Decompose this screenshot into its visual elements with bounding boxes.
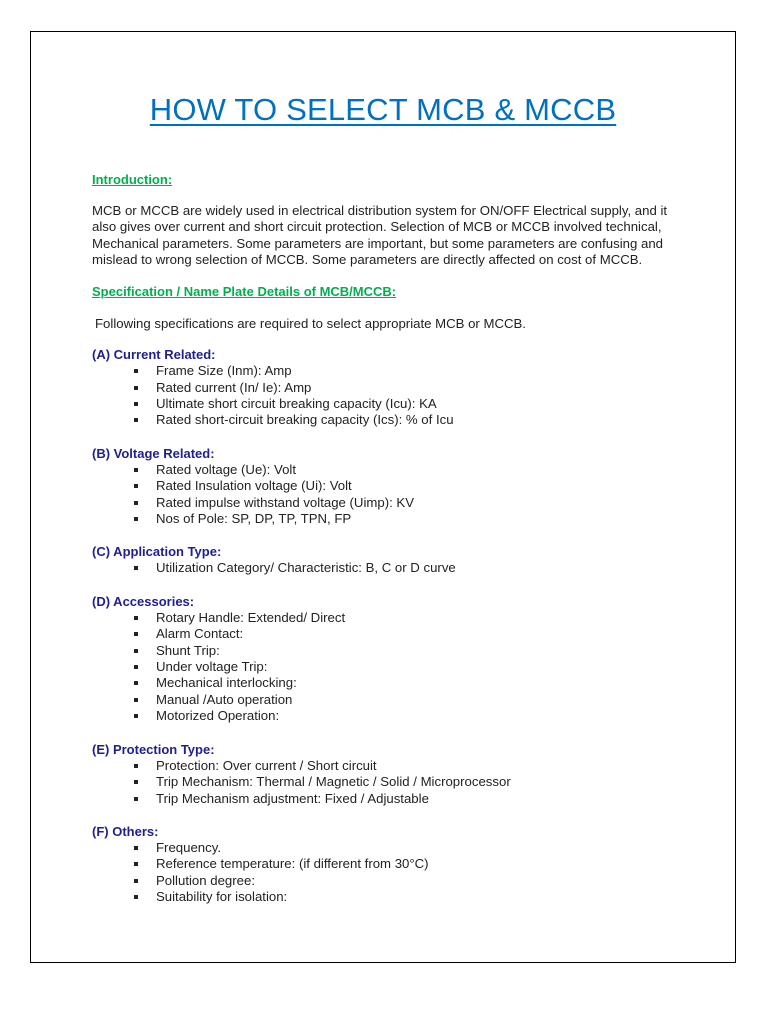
list-item <box>132 412 677 428</box>
list-item <box>132 643 677 659</box>
list-item <box>132 610 677 626</box>
section-heading: (B) Voltage Related: <box>92 445 215 461</box>
section-heading: (F) Others: <box>92 823 159 839</box>
list-item-text: Utilization Category/ Characteristic: B, C or D curve <box>156 560 456 576</box>
section-item-list <box>92 560 677 576</box>
spec-section <box>92 824 677 906</box>
spec-section <box>92 742 677 807</box>
list-item-text: Manual /Auto operation <box>156 691 293 707</box>
list-item <box>132 363 677 379</box>
list-item <box>132 675 677 691</box>
list-item-text: Rated impulse withstand voltage (Uimp): KV <box>156 494 414 510</box>
list-item-text: Alarm Contact: <box>156 626 244 642</box>
list-item-text: Protection: Over current / Short circuit <box>156 757 377 773</box>
list-item-text: Rated Insulation voltage (Ui): Volt <box>156 478 352 494</box>
section-item-list <box>92 840 677 906</box>
specification-heading: Specification / Name Plate Details of MCB/MCCB: <box>92 284 397 300</box>
list-item <box>132 495 677 511</box>
list-item <box>132 478 677 494</box>
list-item-text: Under voltage Trip: <box>156 659 268 675</box>
square-bullet-icon <box>134 369 138 373</box>
section-heading: (C) Application Type: <box>92 544 222 560</box>
section-item-list <box>92 610 677 725</box>
list-item <box>132 396 677 412</box>
specification-intro: Following specifications are required to select appropriate MCB or MCCB. <box>95 316 526 332</box>
document-content <box>92 172 677 906</box>
square-bullet-icon <box>134 862 138 866</box>
square-bullet-icon <box>134 714 138 718</box>
square-bullet-icon <box>134 846 138 850</box>
square-bullet-icon <box>134 517 138 521</box>
square-bullet-icon <box>134 616 138 620</box>
list-item-text: Shunt Trip: <box>156 642 220 658</box>
square-bullet-icon <box>134 501 138 505</box>
list-item <box>132 758 677 774</box>
spec-section <box>92 347 677 429</box>
list-item <box>132 774 677 790</box>
list-item-text: Reference temperature: (if different from 30°C) <box>156 856 429 872</box>
document-page <box>30 31 736 963</box>
spec-section <box>92 544 677 576</box>
square-bullet-icon <box>134 484 138 488</box>
list-item-text: Rated short-circuit breaking capacity (Ics): % of Icu <box>156 412 454 428</box>
list-item-text: Suitability for isolation: <box>156 889 288 905</box>
square-bullet-icon <box>134 764 138 768</box>
page-title: HOW TO SELECT MCB & MCCB <box>149 92 617 127</box>
spec-section <box>92 446 677 528</box>
introduction-heading: Introduction: <box>92 172 173 187</box>
introduction-paragraph: MCB or MCCB are widely used in electrical distribution system for ON/OFF Electrical supply, and it also gives over current and short circuit protection. Selection of MCB or MCCB involved technical, Mechanical parameters. Some parameters are important, but some parameters are confusing and mislead to wrong selection of MCCB. Some parameters are directly affected on cost of MCCB. <box>92 203 668 267</box>
section-item-list <box>92 758 677 807</box>
list-item-text: Mechanical interlocking: <box>156 675 297 691</box>
list-item-text: Motorized Operation: <box>156 708 280 724</box>
list-item <box>132 889 677 905</box>
list-item <box>132 626 677 642</box>
spec-section <box>92 594 677 725</box>
square-bullet-icon <box>134 665 138 669</box>
square-bullet-icon <box>134 386 138 390</box>
list-item-text: Pollution degree: <box>156 872 255 888</box>
list-item <box>132 380 677 396</box>
section-heading: (A) Current Related: <box>92 347 216 363</box>
section-item-list <box>92 462 677 528</box>
list-item-text: Frequency. <box>156 839 221 855</box>
square-bullet-icon <box>134 649 138 653</box>
square-bullet-icon <box>134 468 138 472</box>
square-bullet-icon <box>134 632 138 636</box>
list-item-text: Trip Mechanism adjustment: Fixed / Adjustable <box>156 790 429 806</box>
square-bullet-icon <box>134 402 138 406</box>
square-bullet-icon <box>134 681 138 685</box>
list-item <box>132 659 677 675</box>
list-item <box>132 511 677 527</box>
list-item <box>132 462 677 478</box>
section-item-list <box>92 363 677 429</box>
list-item <box>132 708 677 724</box>
square-bullet-icon <box>134 797 138 801</box>
specification-sections <box>92 347 677 905</box>
list-item <box>132 873 677 889</box>
list-item <box>132 840 677 856</box>
list-item-text: Ultimate short circuit breaking capacity (Icu): KA <box>156 396 437 411</box>
square-bullet-icon <box>134 418 138 422</box>
square-bullet-icon <box>134 780 138 784</box>
square-bullet-icon <box>134 879 138 883</box>
section-heading: (D) Accessories: <box>92 593 195 609</box>
list-item <box>132 560 677 576</box>
list-item-text: Trip Mechanism: Thermal / Magnetic / Solid / Microprocessor <box>156 774 511 790</box>
list-item <box>132 856 677 872</box>
list-item-text: Frame Size (Inm): Amp <box>156 363 292 379</box>
section-heading: (E) Protection Type: <box>92 741 215 757</box>
list-item <box>132 692 677 708</box>
square-bullet-icon <box>134 895 138 899</box>
list-item-text: Rated current (In/ Ie): Amp <box>156 379 312 395</box>
list-item-text: Rotary Handle: Extended/ Direct <box>156 609 346 625</box>
list-item-text: Nos of Pole: SP, DP, TP, TPN, FP <box>156 511 352 527</box>
square-bullet-icon <box>134 566 138 570</box>
list-item <box>132 791 677 807</box>
square-bullet-icon <box>134 698 138 702</box>
list-item-text: Rated voltage (Ue): Volt <box>156 461 297 477</box>
